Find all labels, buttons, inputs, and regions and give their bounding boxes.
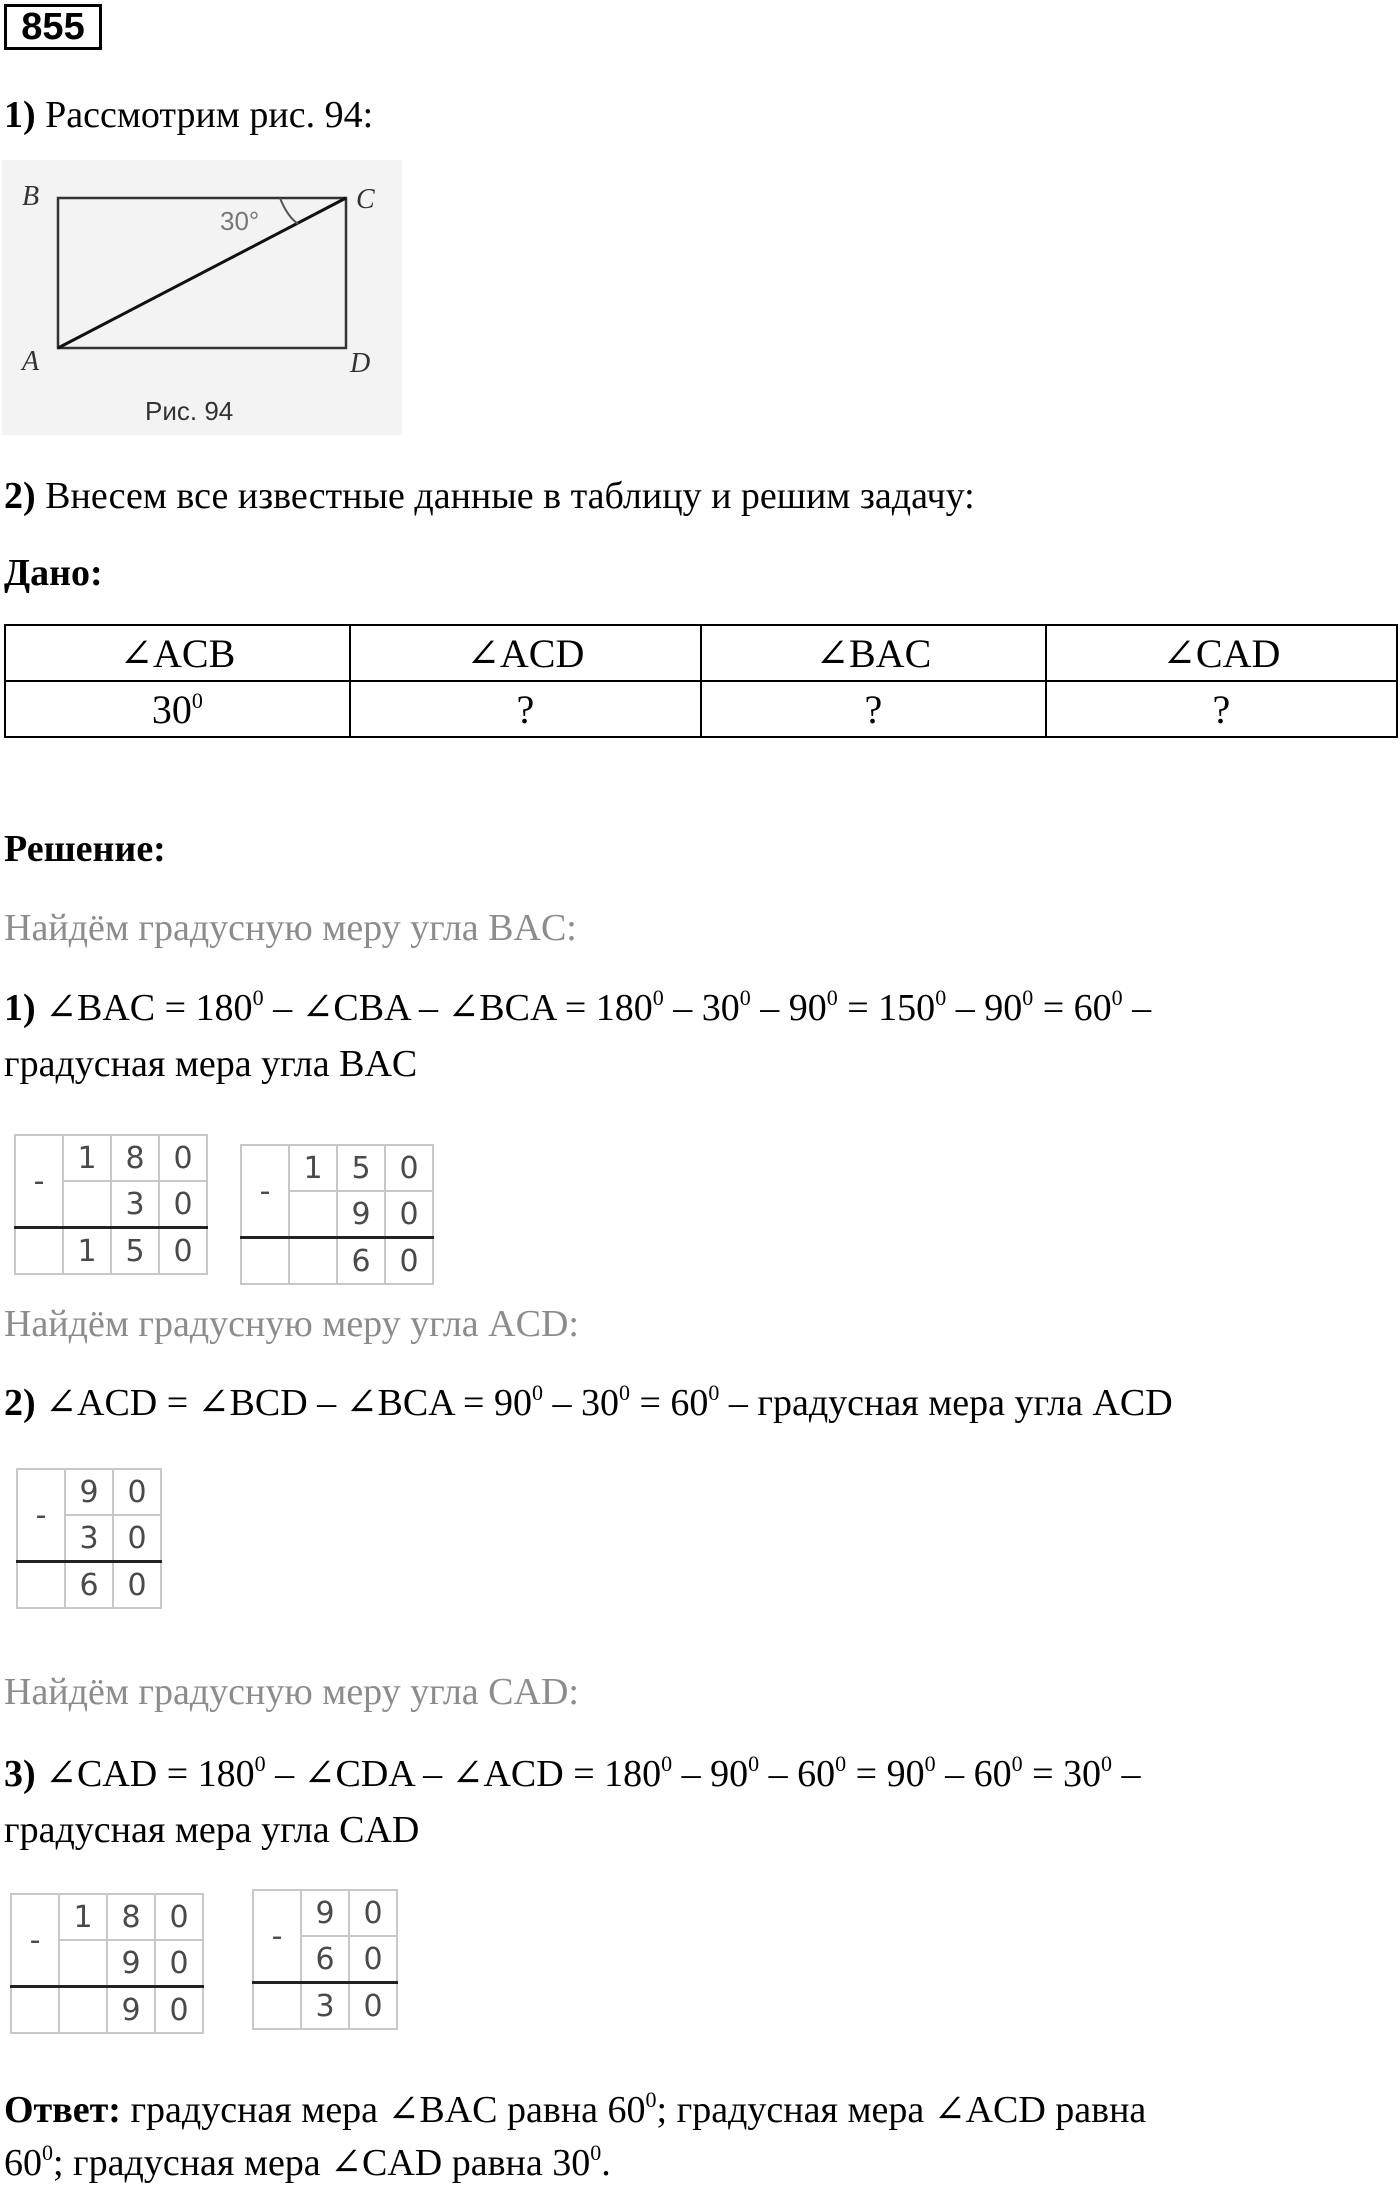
- step-1-number: 1): [4, 94, 36, 136]
- calc-cell: [289, 1238, 337, 1285]
- vertex-c-label: C: [356, 184, 375, 215]
- calc-3: [16, 1468, 162, 1609]
- given-label-text: Дано:: [4, 552, 103, 594]
- calc-2: [240, 1144, 434, 1285]
- problem-number: 855: [4, 4, 102, 50]
- calc-cell: 9: [337, 1191, 385, 1238]
- calc-operator: -: [241, 1145, 289, 1238]
- calc-cell: 0: [159, 1228, 207, 1275]
- calc-cell: 0: [349, 1890, 397, 1936]
- equation-3-number: 3): [4, 1753, 36, 1795]
- equation-2: 2) ∠ACD = ∠BCD – ∠BCA = $90^0 - 30^0 = 60^0$ – градусная мера угла ACD: [4, 1380, 1173, 1424]
- vertex-b-label: B: [22, 181, 40, 212]
- answer-label: Ответ:: [4, 2089, 121, 2131]
- given-header-cell: ∠BAC: [701, 625, 1046, 681]
- given-value-cell: [5, 681, 350, 737]
- calc-cell: 9: [107, 1940, 155, 1987]
- find-bac-heading: Найдём градусную меру угла BAC:: [4, 907, 577, 949]
- equation-1: 1) ∠BAC = $180^0$ – ∠CBA – ∠BCA = $180^0 - 30^0 - 90^0 = 150^0 - 90^0 = 60^0$ –: [4, 985, 1152, 1029]
- given-label: [4, 550, 103, 596]
- find-acd-heading: Найдём градусную меру угла ACD:: [4, 1303, 579, 1345]
- calc-cell: [59, 1987, 107, 2034]
- given-value-row: [5, 681, 1397, 737]
- given-header-cell: ∠ACB: [5, 625, 350, 681]
- calc-cell: [241, 1238, 289, 1285]
- figure-caption: Рис. 94: [145, 396, 234, 426]
- calc-cell: 1: [59, 1894, 107, 1940]
- vertex-a-label: A: [22, 346, 40, 377]
- equation-2-number: 2): [4, 1382, 36, 1424]
- calc-cell: 0: [113, 1562, 161, 1609]
- answer-line-2: $60^0$; градусная мера ∠CAD равна $30^0$.: [4, 2140, 611, 2184]
- equation-3-tail: градусная мера угла CAD: [4, 1809, 420, 1851]
- calc-cell: 6: [301, 1936, 349, 1983]
- calc-cell: 9: [65, 1469, 113, 1515]
- calc-cell: 3: [111, 1181, 159, 1228]
- calc-cell: 6: [337, 1238, 385, 1285]
- step-2-text: Внесем все известные данные в таблицу и решим задачу:: [45, 475, 975, 517]
- step-2-number: 2): [4, 475, 36, 517]
- calc-cell: [63, 1181, 111, 1228]
- calc-cell: 0: [159, 1135, 207, 1181]
- calc-cell: 0: [349, 1936, 397, 1983]
- calc-cell: 0: [159, 1181, 207, 1228]
- calc-cell: [289, 1191, 337, 1238]
- given-table: [4, 624, 1398, 738]
- given-value-cell: ?: [350, 681, 701, 737]
- calc-cell: 0: [385, 1145, 433, 1191]
- calc-cell: 8: [111, 1135, 159, 1181]
- given-value-cell: ?: [1046, 681, 1397, 737]
- calc-cell: 0: [155, 1987, 203, 2034]
- angle-label: 30°: [220, 206, 260, 236]
- calc-5: [252, 1889, 398, 2030]
- calc-cell: 3: [301, 1983, 349, 2030]
- given-value: 30: [151, 686, 192, 732]
- calc-cell: [17, 1562, 65, 1609]
- calc-cell: 1: [63, 1135, 111, 1181]
- calc-cell: 9: [301, 1890, 349, 1936]
- solution-label: [4, 826, 166, 872]
- calc-cell: 9: [107, 1987, 155, 2034]
- calc-cell: [59, 1940, 107, 1987]
- solution-label-text: Решение:: [4, 828, 166, 870]
- calc-cell: [15, 1228, 63, 1275]
- equation-3: 3) ∠CAD = $180^0$ – ∠CDA – ∠ACD = $180^0 - 90^0 - 60^0 = 90^0 - 60^0 = 30^0$ –: [4, 1751, 1141, 1795]
- degree-sup: 0: [191, 687, 203, 713]
- calc-cell: 0: [385, 1238, 433, 1285]
- calc-cell: 0: [349, 1983, 397, 2030]
- calc-cell: 0: [385, 1191, 433, 1238]
- given-header-cell: ∠ACD: [350, 625, 701, 681]
- vertex-d-label: D: [350, 348, 371, 379]
- given-value-cell: ?: [701, 681, 1046, 737]
- calc-cell: [11, 1987, 59, 2034]
- calc-cell: 5: [337, 1145, 385, 1191]
- step-1-text: Рассмотрим рис. 94:: [45, 94, 374, 136]
- step-1: [4, 92, 373, 138]
- calc-cell: 0: [155, 1940, 203, 1987]
- calc-1: [14, 1134, 208, 1275]
- calc-cell: 1: [63, 1228, 111, 1275]
- calc-operator: -: [15, 1135, 63, 1228]
- answer-line-1: Ответ: градусная мера ∠BAC равна $60^0$; градусная мера ∠ACD равна: [4, 2087, 1147, 2131]
- equation-1-number: 1): [4, 987, 36, 1029]
- calc-cell: 0: [155, 1894, 203, 1940]
- find-cad-heading: Найдём градусную меру угла CAD:: [4, 1671, 579, 1713]
- calc-4: [10, 1893, 204, 2034]
- rectangle-diagram: [2, 160, 402, 435]
- step-2: [4, 473, 975, 519]
- calc-cell: [253, 1983, 301, 2030]
- calc-cell: 0: [113, 1515, 161, 1562]
- calc-operator: -: [253, 1890, 301, 1983]
- given-header-row: [5, 625, 1397, 681]
- calc-cell: 5: [111, 1228, 159, 1275]
- calc-cell: 0: [113, 1469, 161, 1515]
- given-header-cell: ∠CAD: [1046, 625, 1397, 681]
- calc-cell: 1: [289, 1145, 337, 1191]
- calc-operator: -: [11, 1894, 59, 1987]
- calc-cell: 8: [107, 1894, 155, 1940]
- equation-1-tail: градусная мера угла BAC: [4, 1043, 418, 1085]
- calc-cell: 3: [65, 1515, 113, 1562]
- figure-94: [2, 160, 402, 435]
- calc-operator: -: [17, 1469, 65, 1562]
- calc-cell: 6: [65, 1562, 113, 1609]
